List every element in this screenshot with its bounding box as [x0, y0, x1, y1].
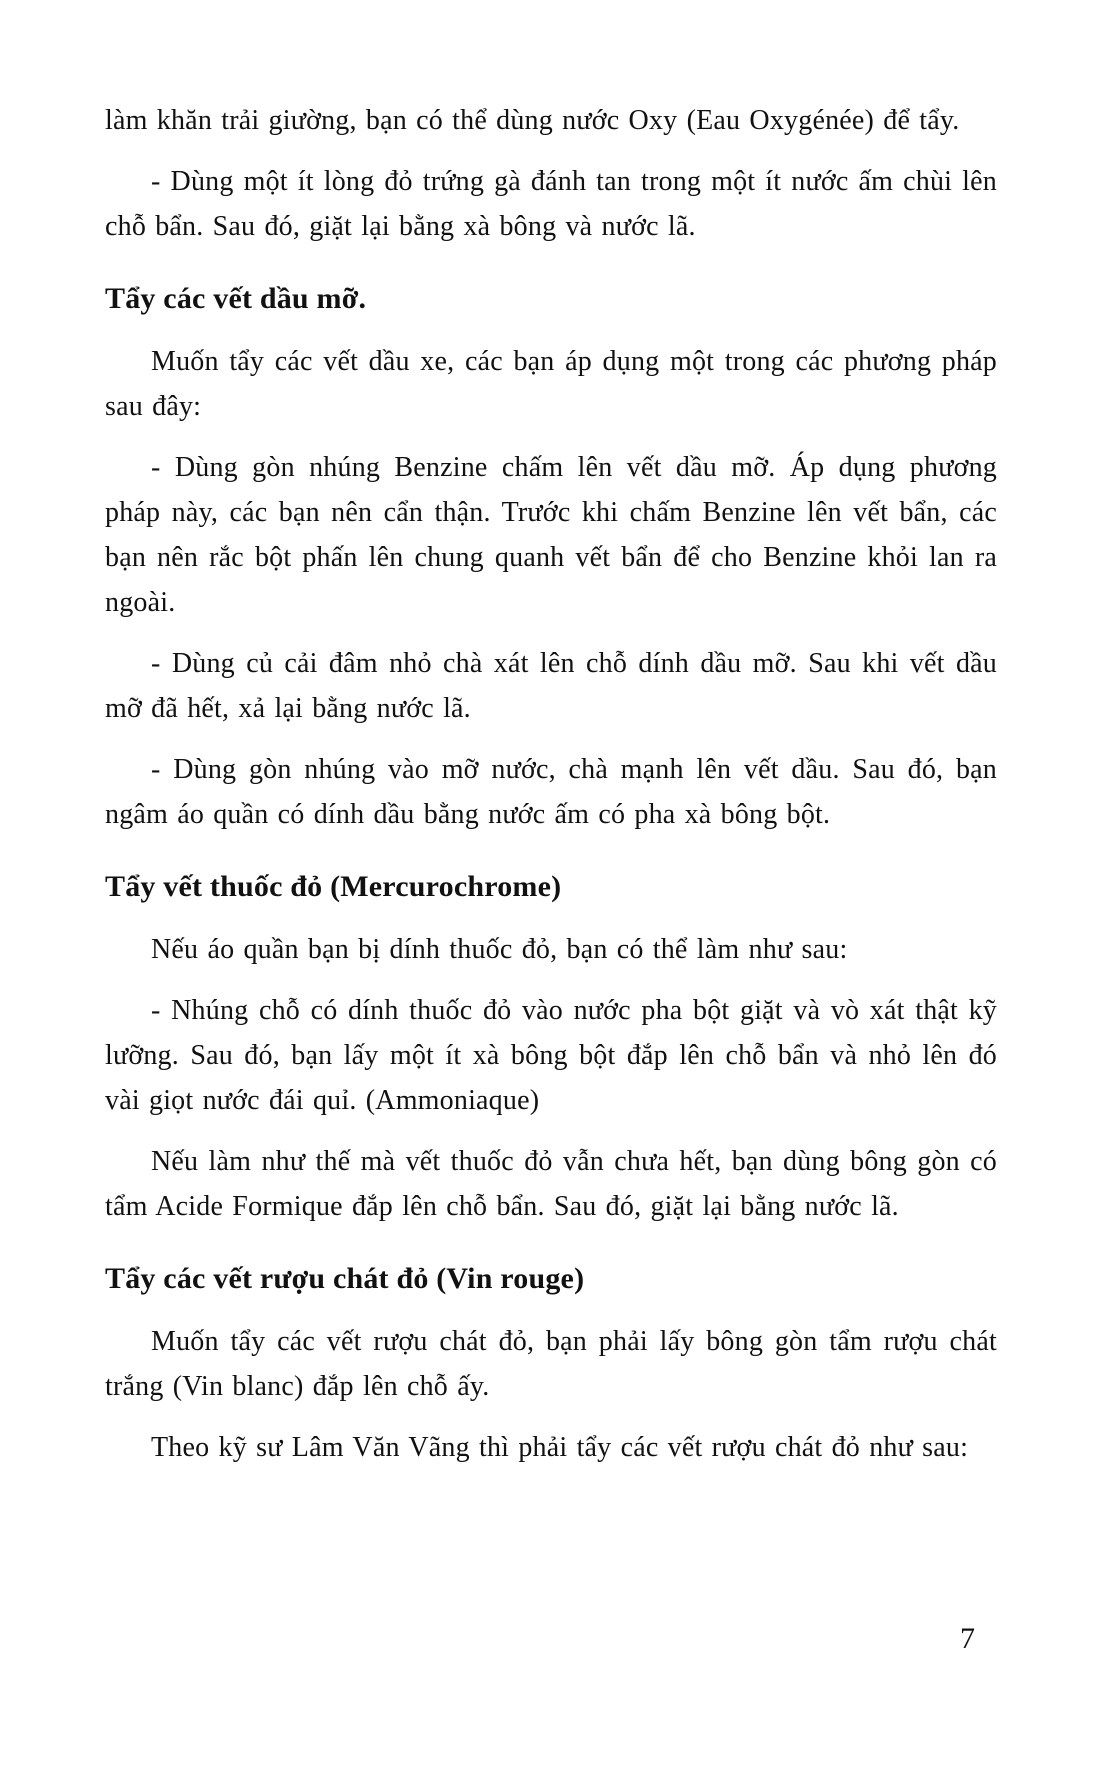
- paragraph: - Dùng gòn nhúng vào mỡ nước, chà mạnh lên vết dầu. Sau đó, bạn ngâm áo quần có dính dầu bằng nước ấm có pha xà bông bột.: [105, 754, 997, 830]
- paragraph: Theo kỹ sư Lâm Văn Vãng thì phải tẩy các vết rượu chát đỏ như sau:: [151, 1432, 969, 1463]
- paragraph: Muốn tẩy các vết dầu xe, các bạn áp dụng một trong các phương pháp sau đây:: [105, 346, 997, 422]
- page-number: 7: [960, 1622, 975, 1655]
- paragraph: - Dùng gòn nhúng Benzine chấm lên vết dầu mỡ. Áp dụng phương pháp này, các bạn nên cẩn thận. Trước khi chấm Benzine lên vết bẩn, các bạn nên rắc bột phấn lên chung quanh vết bẩn để cho Benzine khỏi lan ra ngoài.: [105, 452, 997, 618]
- section-heading-red-wine: Tẩy các vết rượu chát đỏ (Vin rouge): [105, 1262, 585, 1295]
- paragraph: Nếu làm như thế mà vết thuốc đỏ vẫn chưa hết, bạn dùng bông gòn có tẩm Acide Formique đắp lên chỗ bẩn. Sau đó, giặt lại bằng nước lã.: [105, 1146, 997, 1222]
- section-heading-oil-stains: Tẩy các vết dầu mỡ.: [105, 282, 367, 315]
- paragraph: - Dùng củ cải đâm nhỏ chà xát lên chỗ dính dầu mỡ. Sau khi vết dầu mỡ đã hết, xả lại bằng nước lã.: [105, 648, 997, 724]
- paragraph: Nếu áo quần bạn bị dính thuốc đỏ, bạn có thể làm như sau:: [151, 934, 848, 965]
- paragraph: Muốn tẩy các vết rượu chát đỏ, bạn phải lấy bông gòn tẩm rượu chát trắng (Vin blanc) đắp lên chỗ ấy.: [105, 1326, 997, 1402]
- page-text-block: [105, 98, 997, 1486]
- paragraph: - Dùng một ít lòng đỏ trứng gà đánh tan trong một ít nước ấm chùi lên chỗ bẩn. Sau đó, giặt lại bằng xà bông và nước lã.: [105, 166, 997, 242]
- paragraph: - Nhúng chỗ có dính thuốc đỏ vào nước pha bột giặt và vò xát thật kỹ lưỡng. Sau đó, bạn lấy một ít xà bông bột đắp lên chỗ bẩn và nhỏ lên đó vài giọt nước đái quỉ. (Ammoniaque): [105, 995, 997, 1116]
- paragraph-continuation: làm khăn trải giường, bạn có thể dùng nước Oxy (Eau Oxygénée) để tẩy.: [105, 105, 960, 136]
- section-heading-mercurochrome: Tẩy vết thuốc đỏ (Mercurochrome): [105, 870, 562, 903]
